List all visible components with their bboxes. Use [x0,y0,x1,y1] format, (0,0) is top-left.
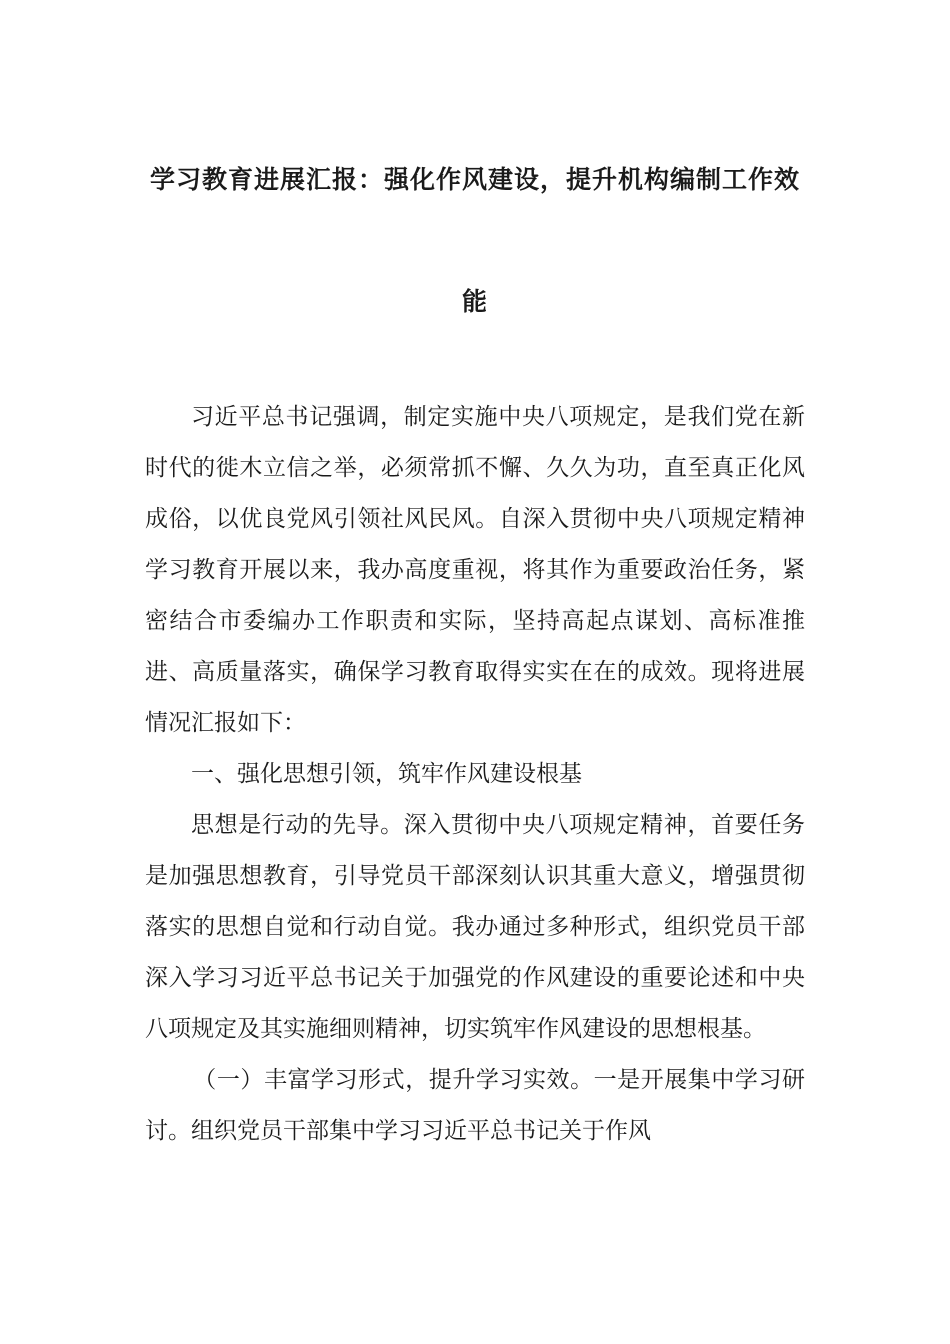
document-title: 学习教育进展汇报：强化作风建设，提升机构编制工作效 [149,165,800,194]
paragraph-section-1: 思想是行动的先导。深入贯彻中央八项规定精神，首要任务是加强思想教育，引导党员干部深刻认识其重大意义，增强贯彻落实的思想自觉和行动自觉。我办通过多种形式，组织党员干部深入学习习近平总书记关于加强党的作风建设的重要论述和中央八项规定及其实施细则精神，切实筑牢作风建设的思想根基。 [145,812,805,1042]
document-body [145,392,805,1157]
document-title-continued: 能 [461,287,488,316]
section-heading-1: 一、强化思想引领，筑牢作风建设根基 [191,761,582,787]
paragraph-subsection-1: （一）丰富学习形式，提升学习实效。一是开展集中学习研讨。组织党员干部集中学习习近平总书记关于作风 [145,1067,805,1144]
paragraph-intro: 习近平总书记强调，制定实施中央八项规定，是我们党在新时代的徙木立信之举，必须常抓不懈、久久为功，直至真正化风成俗，以优良党风引领社风民风。自深入贯彻中央八项规定精神学习教育开展以来，我办高度重视，将其作为重要政治任务，紧密结合市委编办工作职责和实际，坚持高起点谋划、高标准推进、高质量落实，确保学习教育取得实实在在的成效。现将进展情况汇报如下： [145,404,805,736]
